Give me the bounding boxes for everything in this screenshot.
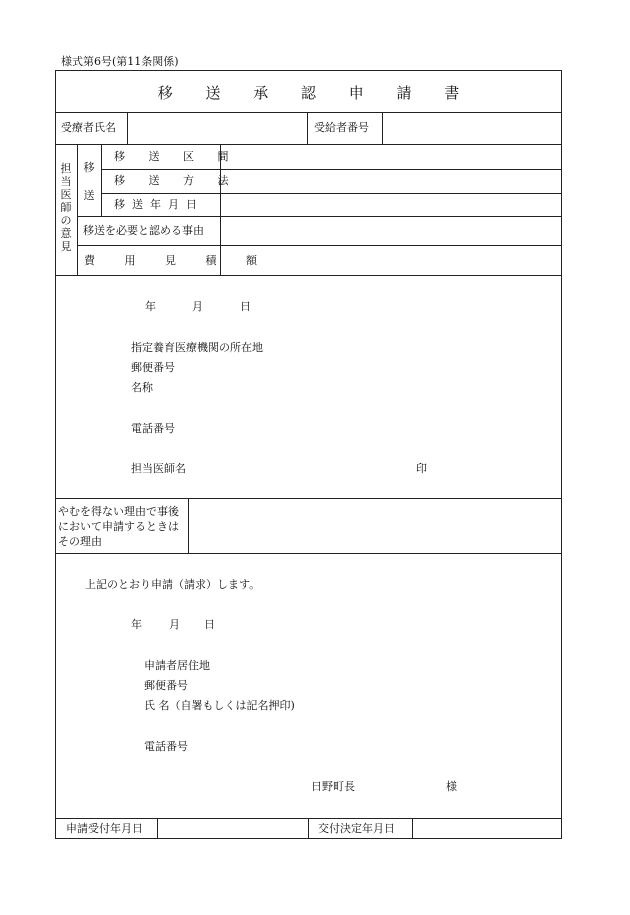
patient-name-label: 受療者氏名 [61, 121, 116, 134]
institution-phone-label: 電話番号 [131, 422, 175, 435]
institution-postal-label: 郵便番号 [131, 361, 175, 374]
applicant-phone-label: 電話番号 [144, 740, 188, 753]
transfer-interval-field[interactable] [221, 145, 561, 168]
form-number: 様式第6号(第11条関係) [61, 55, 179, 68]
transfer-reason-field[interactable] [221, 217, 561, 244]
application-statement: 上記のとおり申請（請求）します。 [85, 578, 261, 591]
transfer-date-label: 移送年月日 [114, 198, 204, 211]
divider [77, 144, 78, 275]
received-date-label: 申請受付年月日 [66, 822, 143, 835]
applicant-name-label: 氏 名（自署もしくは記名押印) [144, 699, 295, 712]
decision-date-label: 交付決定年月日 [318, 822, 395, 835]
divider [55, 553, 562, 554]
applicant-postal-label: 郵便番号 [144, 679, 188, 692]
applicant-address-label: 申請者居住地 [144, 659, 210, 672]
institution-address-label: 指定養育医療機関の所在地 [131, 341, 263, 354]
late-application-reason-field[interactable] [189, 499, 561, 552]
transfer-date-field[interactable] [221, 194, 561, 215]
divider [101, 144, 102, 216]
late-application-reason-label: やむを得ない理由で事後において申請するときはその理由 [58, 505, 179, 548]
transfer-label: 移送 [83, 161, 95, 202]
divider [55, 275, 562, 276]
divider [307, 112, 308, 144]
transfer-reason-label: 移送を必要と認める事由 [83, 224, 204, 237]
form-title: 移 送 承 認 申 請 書 [157, 84, 474, 102]
addressee-label: 日野町長 [311, 780, 355, 793]
transfer-method-field[interactable] [221, 170, 561, 192]
institution-date-month: 月 [192, 300, 203, 313]
cost-estimate-label: 費 用 見 積 額 [84, 254, 270, 267]
received-date-field[interactable] [158, 819, 307, 838]
institution-date-day: 日 [240, 300, 251, 313]
transfer-interval-label: 移 送 区 間 [114, 150, 239, 163]
application-date-day: 日 [204, 618, 215, 631]
doctor-opinion-label: 担当医師の意見 [60, 162, 72, 253]
recipient-number-label: 受給者番号 [314, 121, 369, 134]
attending-doctor-label: 担当医師名 [131, 462, 186, 475]
decision-date-field[interactable] [413, 819, 561, 838]
application-date-year: 年 [131, 618, 142, 631]
patient-name-field[interactable] [128, 113, 306, 143]
recipient-number-field[interactable] [383, 113, 561, 143]
divider [308, 818, 309, 839]
honorific-label: 様 [446, 780, 457, 793]
seal-mark: 印 [416, 462, 427, 475]
institution-date-year: 年 [145, 300, 156, 313]
transfer-method-label: 移 送 方 法 [114, 174, 239, 187]
application-date-month: 月 [169, 618, 180, 631]
institution-name-label: 名称 [131, 381, 153, 394]
cost-estimate-field[interactable] [221, 246, 561, 274]
